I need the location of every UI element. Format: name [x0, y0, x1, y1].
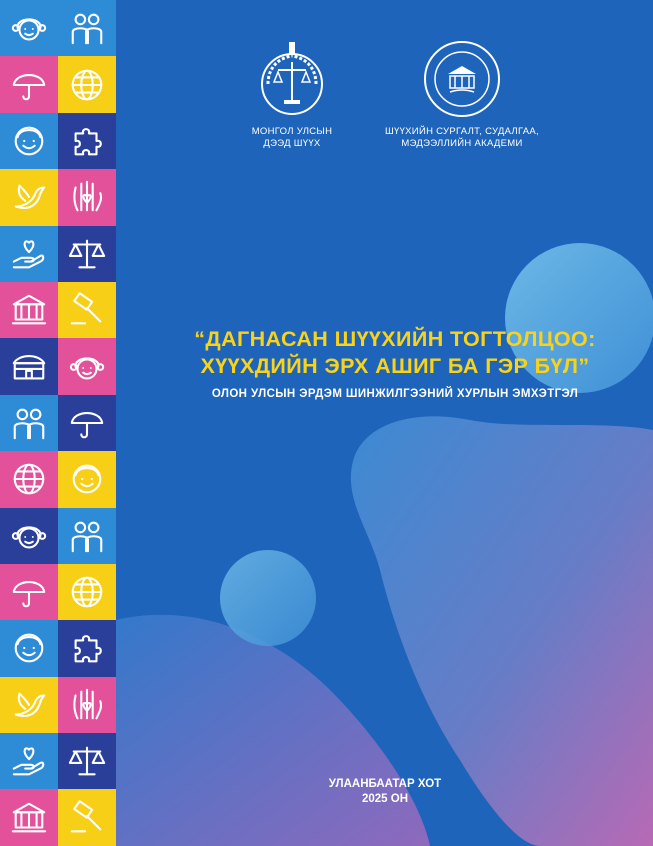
supreme-court-logo: [232, 38, 352, 150]
icon-tile: [58, 113, 116, 169]
icon-tile: [58, 620, 116, 676]
puzzle-piece-icon: [68, 629, 106, 667]
umbrella-icon: [68, 404, 106, 442]
family-icon: [10, 404, 48, 442]
icon-tile: [0, 733, 58, 789]
girl-face-icon: [68, 348, 106, 386]
gavel-icon: [68, 799, 106, 837]
icon-tile: [58, 226, 116, 282]
icon-tile: [0, 564, 58, 620]
heart-in-hand-icon: [10, 742, 48, 780]
icon-tile: [0, 169, 58, 225]
icon-tile: [0, 282, 58, 338]
scales-icon: [68, 235, 106, 273]
icon-tile: [0, 0, 58, 56]
family-icon: [68, 9, 106, 47]
icon-tile: [0, 677, 58, 733]
icon-tile: [58, 564, 116, 620]
ger-yurt-icon: [10, 348, 48, 386]
icon-tile: [0, 508, 58, 564]
dove-icon: [10, 686, 48, 724]
smiling-face-icon: [10, 629, 48, 667]
umbrella-icon: [10, 66, 48, 104]
icon-tile: [0, 113, 58, 169]
icon-tile: [0, 226, 58, 282]
courthouse-icon: [10, 291, 48, 329]
family-icon: [68, 517, 106, 555]
icon-tile: [58, 733, 116, 789]
girl-face-icon: [10, 9, 48, 47]
cover-title-line1: “ДАГНАСАН ШҮҮХИЙН ТОГТОЛЦОО:: [194, 327, 596, 351]
academy-name-line2: МЭДЭЭЛЛИЙН АКАДЕМИ: [401, 138, 523, 149]
smiling-face-icon: [10, 122, 48, 160]
icon-tile: [0, 789, 58, 845]
icon-tile: [58, 56, 116, 112]
puzzle-piece-icon: [68, 122, 106, 160]
supreme-court-name-line2: ДЭЭД ШҮҮХ: [263, 138, 321, 149]
icon-tile: [58, 282, 116, 338]
icon-tile: [58, 789, 116, 845]
umbrella-icon: [10, 573, 48, 611]
icon-tile: [0, 451, 58, 507]
icon-tile-strip: [0, 0, 116, 846]
publication-info: [300, 777, 470, 807]
icon-tile: [0, 56, 58, 112]
icon-tile: [0, 338, 58, 394]
publication-city: УЛААНБААТАР ХОТ: [328, 778, 442, 790]
academy-name-line1: ШҮҮХИЙН СУРГАЛТ, СУДАЛГАА,: [385, 126, 539, 137]
supreme-court-name-line1: МОНГОЛ УЛСЫН: [251, 126, 333, 137]
scales-emblem-icon: [256, 38, 328, 120]
courthouse-icon: [10, 799, 48, 837]
scales-icon: [68, 742, 106, 780]
icon-tile: [58, 508, 116, 564]
icon-tile: [58, 0, 116, 56]
icon-tile: [0, 620, 58, 676]
cover-title-line2: ХҮҮХДИЙН ЭРХ АШИГ БА ГЭР БҮЛ”: [200, 354, 590, 378]
globe-icon: [68, 573, 106, 611]
academy-logo: [372, 38, 552, 150]
icon-tile: [58, 677, 116, 733]
smiling-face-icon: [68, 460, 106, 498]
icon-tile: [58, 338, 116, 394]
heart-in-hand-icon: [10, 235, 48, 273]
academy-seal-icon: [421, 38, 503, 120]
heart-hand-icon: [68, 178, 106, 216]
girl-face-icon: [10, 517, 48, 555]
icon-tile: [58, 395, 116, 451]
icon-tile: [58, 169, 116, 225]
globe-icon: [10, 460, 48, 498]
cover-subtitle: ОЛОН УЛСЫН ЭРДЭМ ШИНЖИЛГЭЭНИЙ ХУРЛЫН ЭМХЭТГЭЛ: [211, 388, 579, 400]
small-circle-shape: [220, 550, 316, 646]
icon-tile: [0, 395, 58, 451]
publication-year: 2025 ОН: [361, 793, 409, 805]
globe-icon: [68, 66, 106, 104]
cover-title: [140, 326, 650, 380]
gavel-icon: [68, 291, 106, 329]
icon-tile: [58, 451, 116, 507]
dove-icon: [10, 178, 48, 216]
heart-hand-icon: [68, 686, 106, 724]
